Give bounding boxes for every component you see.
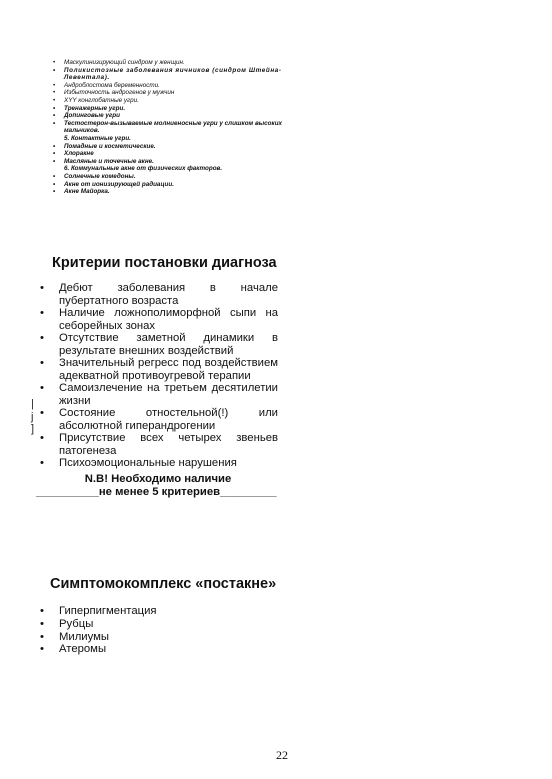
list-item: • Наличие ложнополиморфной сыпи на себорейных зонах [38,307,278,332]
margin-marks: | j ] [31,398,35,435]
list-item: • Самоизлечение на третьем десятилетии жизни [38,382,278,407]
list-item: • Дебют заболевания в начале пубертатного возраста [38,282,278,307]
nb-note [36,473,280,499]
list-item: • Акне Майорка. [53,188,293,196]
list-item: • Атеромы [38,643,238,656]
list-item: 6. Коммунальные акне от физических факторов. [64,165,223,173]
criteria-list [38,282,278,470]
list-item: • Андроблостома беременности. [53,82,293,90]
list-item: • XYY конглобатные угри. [53,97,293,105]
list-item: • Отсутствие заметной динамики в результате внешних воздействий [38,332,278,357]
list-item: • Присутствие всех четырех звеньев патогенеза [38,432,278,457]
list-item: 5. Контактные угри. [64,134,131,142]
symptom-heading: Симптомокомплекс «постакне» [50,576,277,592]
list-item: • Масляные и точечные акне. [53,158,293,166]
list-item: • Психоэмоциональные нарушения [38,457,278,470]
list-item: • Значительный регресс под воздействием адекватной противоугревой терапии [38,357,278,382]
list-item: • Тестостерон-вызываемые молниеносные угри у слишком высоких мальчиков. [53,120,293,135]
list-item: • Маскулинизирующий синдром у женщин. [53,59,293,67]
nb-line-2: __________не менее 5 критериев_________ [36,486,277,498]
list-item: • Допинговые угри [53,112,293,120]
list-item: • Состояние отностельной(!) или абсолютной гиперандрогении [38,407,278,432]
list-item: • Тренажерные угри. [53,105,293,113]
list-item: • Милиумы [38,631,238,644]
nb-line-1: N.B! Необходимо наличие [84,473,232,485]
list-item: • Солнечные комедоны. [53,173,293,181]
list-item: • Избыточность андрогенов у мужчин [53,89,293,97]
list-item: • Гиперпигментация [38,605,238,618]
causes-list [53,59,293,196]
list-item: • Помадные и косметические. [53,143,293,151]
criteria-heading: Критерии постановки диагноза [52,255,277,271]
list-item: • Рубцы [38,618,238,631]
page-number: 22 [276,748,288,762]
list-item: • Поликистозные заболевания яичников (синдром Штейна-Левентала). [53,67,293,82]
list-item: • Акне от ионизирующей радиации. [53,181,293,189]
symptom-list [38,605,238,656]
list-item: • Хлоракне [53,150,293,158]
